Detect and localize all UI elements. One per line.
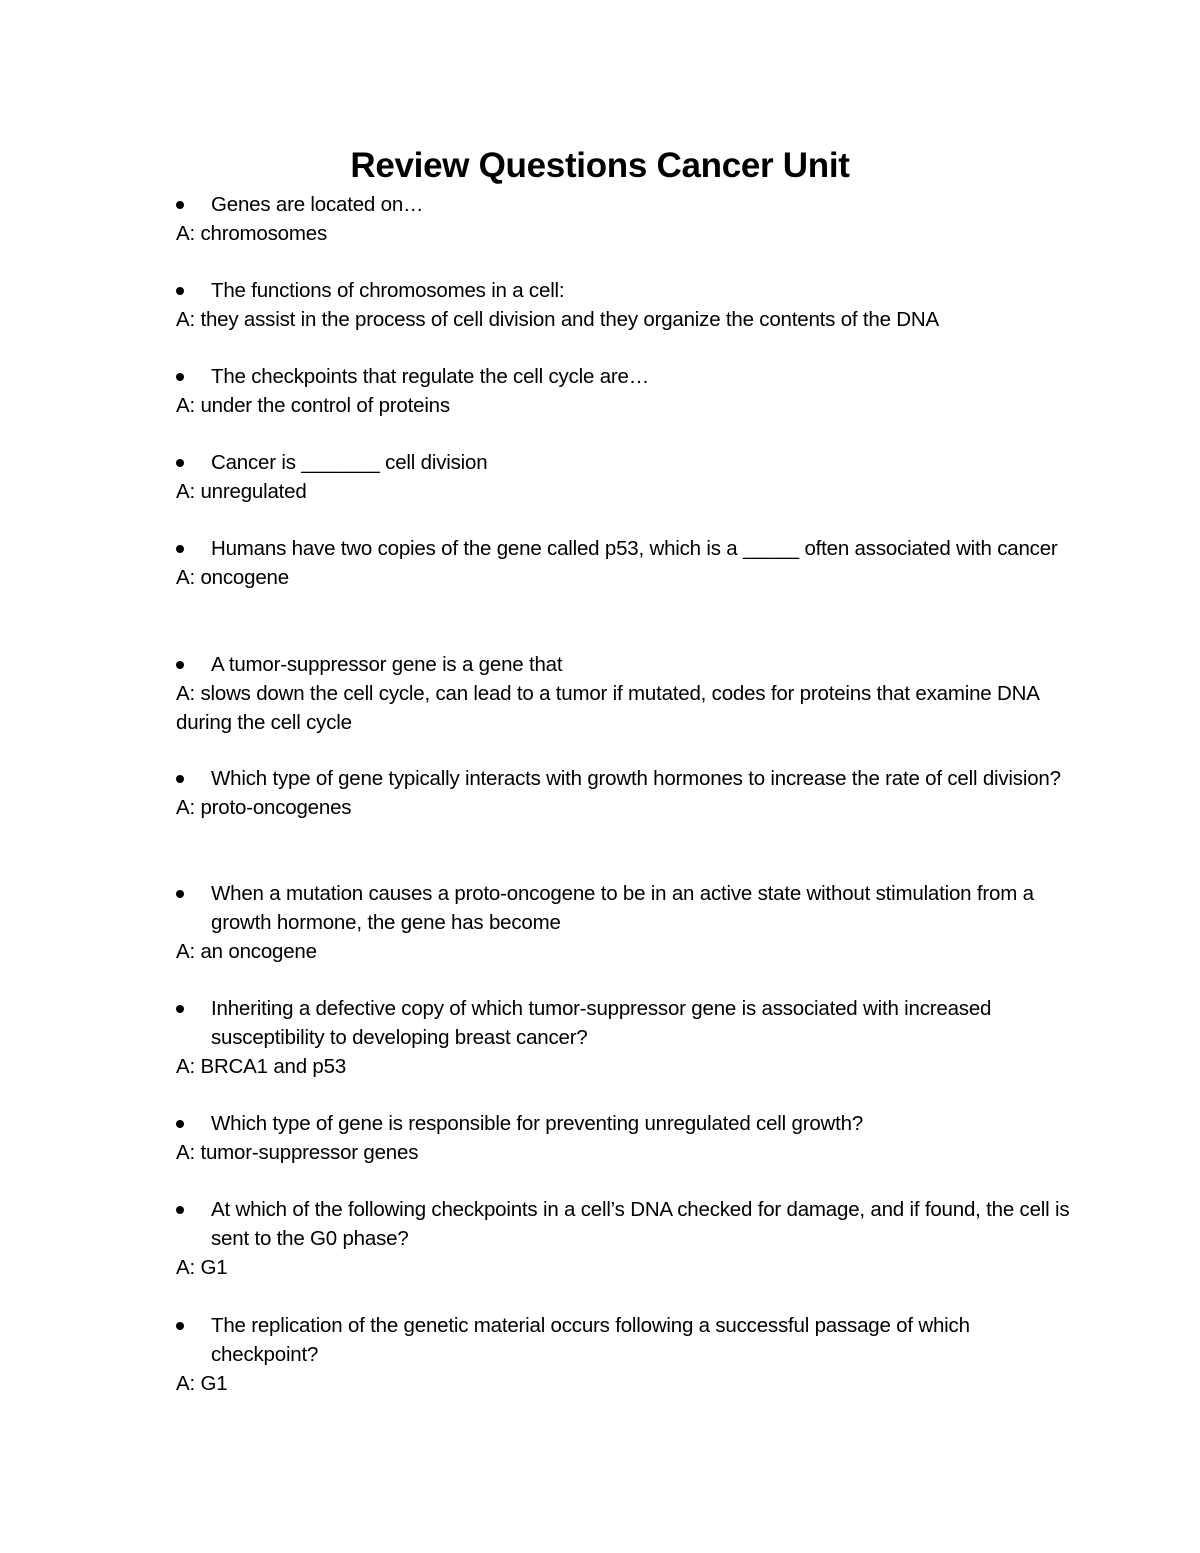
question-text: The replication of the genetic material occurs following a successful passage of which checkpoint? <box>211 1314 970 1366</box>
qa-item-6 <box>176 650 1076 737</box>
bullet-icon <box>176 287 184 295</box>
bullet-icon <box>176 459 184 467</box>
qa-item-9 <box>176 994 1076 1081</box>
question-12 <box>176 1311 1076 1369</box>
qa-item-10 <box>176 1109 1076 1167</box>
answer-9: A: BRCA1 and p53 <box>176 1055 347 1078</box>
qa-item-5 <box>176 534 1076 592</box>
bullet-icon <box>176 1322 184 1330</box>
question-text: Genes are located on… <box>211 193 424 216</box>
answer-2: A: they assist in the process of cell division and they organize the contents of the DNA <box>176 308 939 331</box>
qa-item-3 <box>176 362 1076 420</box>
answer-7: A: proto-oncogenes <box>176 796 352 819</box>
qa-item-2 <box>176 276 1076 334</box>
bullet-icon <box>176 1005 184 1013</box>
question-text: Cancer is _______ cell division <box>211 451 488 474</box>
question-text: Humans have two copies of the gene called p53, which is a _____ often associated with cancer <box>211 537 1058 560</box>
question-5 <box>176 534 1076 563</box>
question-text: When a mutation causes a proto-oncogene to be in an active state without stimulation from a growth hormone, the gene has become <box>211 882 1034 934</box>
qa-item-1 <box>176 190 1076 248</box>
question-text: Which type of gene is responsible for preventing unregulated cell growth? <box>211 1112 864 1135</box>
answer-1: A: chromosomes <box>176 222 328 245</box>
answer-10: A: tumor-suppressor genes <box>176 1141 419 1164</box>
qa-item-4 <box>176 448 1076 506</box>
bullet-icon <box>176 661 184 669</box>
bullet-icon <box>176 373 184 381</box>
question-8 <box>176 879 1076 937</box>
answer-3: A: under the control of proteins <box>176 394 450 417</box>
bullet-icon <box>176 775 184 783</box>
question-text: Inheriting a defective copy of which tumor-suppressor gene is associated with increased susceptibility to developing breast cancer? <box>211 997 992 1049</box>
question-9 <box>176 994 1076 1052</box>
question-11 <box>176 1195 1076 1253</box>
answer-6: A: slows down the cell cycle, can lead to a tumor if mutated, codes for proteins that examine DNA during the cell cycle <box>176 682 1039 734</box>
question-text: The functions of chromosomes in a cell: <box>211 279 565 302</box>
question-text: Which type of gene typically interacts with growth hormones to increase the rate of cell division? <box>211 767 1061 790</box>
question-2 <box>176 276 1076 305</box>
qa-item-12 <box>176 1311 1076 1398</box>
bullet-icon <box>176 201 184 209</box>
question-4 <box>176 448 1076 477</box>
question-text: The checkpoints that regulate the cell cycle are… <box>211 365 650 388</box>
question-3 <box>176 362 1076 391</box>
bullet-icon <box>176 890 184 898</box>
question-7 <box>176 764 1076 793</box>
qa-item-8 <box>176 879 1076 966</box>
answer-8: A: an oncogene <box>176 940 317 963</box>
question-10 <box>176 1109 1076 1138</box>
bullet-icon <box>176 545 184 553</box>
answer-11: A: G1 <box>176 1256 228 1279</box>
answer-5: A: oncogene <box>176 566 289 589</box>
question-text: At which of the following checkpoints in a cell’s DNA checked for damage, and if found, the cell is sent to the G0 phase? <box>211 1198 1070 1250</box>
question-6 <box>176 650 1076 679</box>
bullet-icon <box>176 1120 184 1128</box>
question-text: A tumor-suppressor gene is a gene that <box>211 653 563 676</box>
qa-item-7 <box>176 764 1076 822</box>
bullet-icon <box>176 1206 184 1214</box>
qa-item-11 <box>176 1195 1076 1282</box>
answer-12: A: G1 <box>176 1372 228 1395</box>
answer-4: A: unregulated <box>176 480 307 503</box>
page-title: Review Questions Cancer Unit <box>350 146 850 185</box>
question-1 <box>176 190 1076 219</box>
